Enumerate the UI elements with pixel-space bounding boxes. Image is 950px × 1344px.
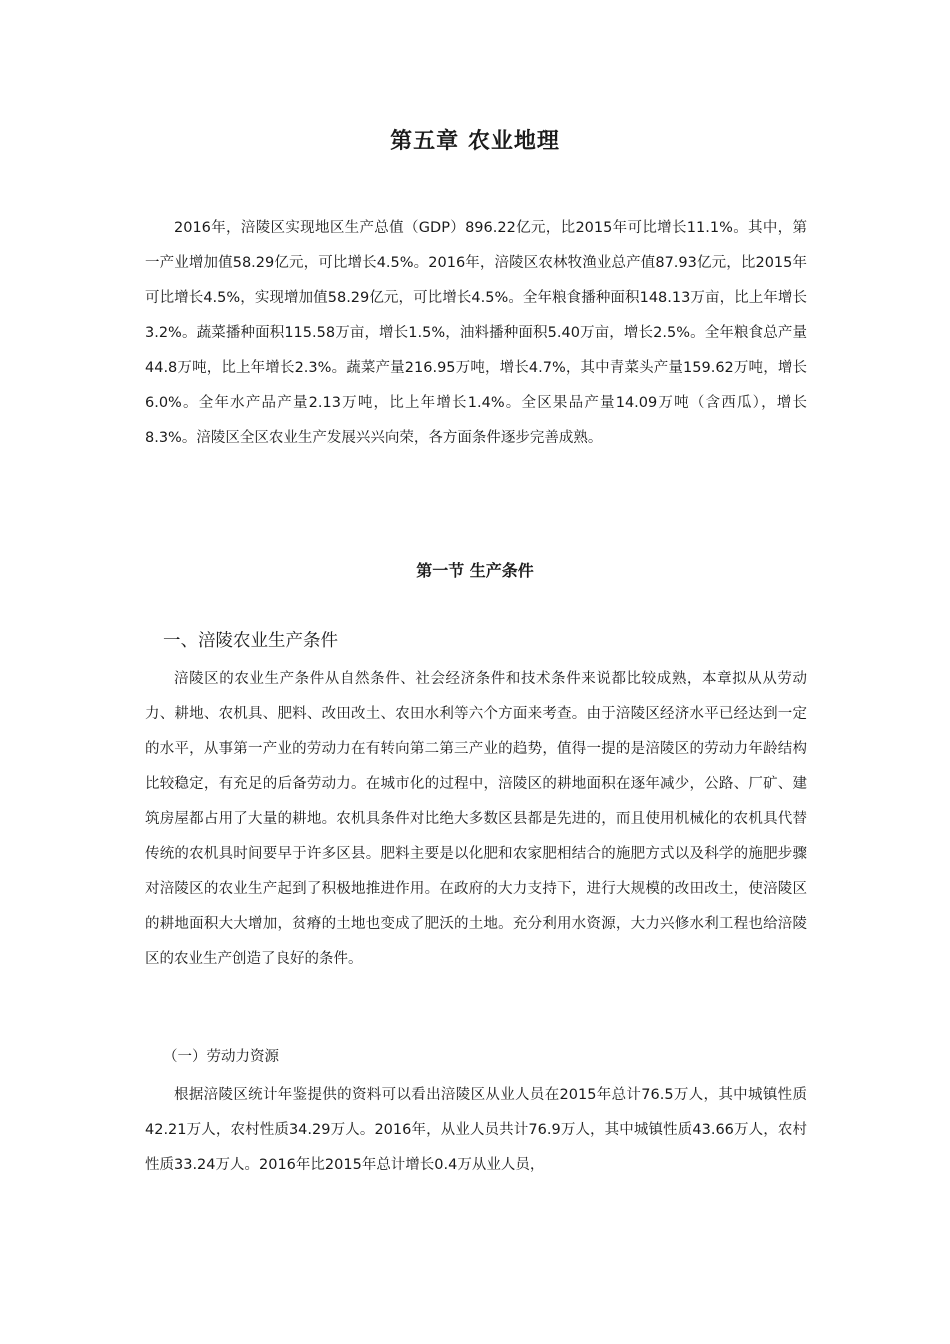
labor-heading: （一）劳动力资源 xyxy=(163,1049,279,1065)
section-title: 第一节 生产条件 xyxy=(416,561,534,580)
chapter-title: 第五章 农业地理 xyxy=(390,129,560,154)
subsection-heading: 一、涪陵农业生产条件 xyxy=(163,631,338,651)
conditions-paragraph: 涪陵区的农业生产条件从自然条件、社会经济条件和技术条件来说都比较成熟，本章拟从从劳动力、耕地、农机具、肥料、改田改土、农田水利等六个方面来考查。由于涪陵区经济水平已经达到一定的水平，从事第一产业的劳动力在有转向第二第三产业的趋势，值得一提的是涪陵区的劳动力年龄结构比较稳定，有充足的后备劳动力。在城市化的过程中，涪陵区的耕地面积在逐年减少，公路、厂矿、建筑房屋都占用了大量的耕地。农机具条件对比绝大多数区县都是先进的，而且使用机械化的农机具代替传统的农机具时间要早于许多区县。肥料主要是以化肥和农家肥相结合的施肥方式以及科学的施肥步骤对涪陵区的农业生产起到了积极地推进作用。在政府的大力支持下，进行大规模的改田改土，使涪陵区的耕地面积大大增加，贫瘠的土地也变成了肥沃的土地。充分利用水资源，大力兴修水利工程也给涪陵区的农业生产创造了良好的条件。 xyxy=(145,671,807,967)
intro-paragraph: 2016年，涪陵区实现地区生产总值（GDP）896.22亿元，比2015年可比增长11.1%。其中，第一产业增加值58.29亿元，可比增长4.5%。2016年，涪陵区农林牧渔业总产值87.93亿元，比2015年可比增长4.5%，实现增加值58.29亿元，可比增长4.5%。全年粮食播种面积148.13万亩，比上年增长3.2%。蔬菜播种面积115.58万亩，增长1.5%，油料播种面积5.40万亩，增长2.5%。全年粮食总产量44.8万吨，比上年增长2.3%。蔬菜产量216.95万吨，增长4.7%，其中青菜头产量159.62万吨，增长6.0%。全年水产品产量2.13万吨，比上年增长1.4%。全区果品产量14.09万吨（含西瓜），增长8.3%。涪陵区全区农业生产发展兴兴向荣，各方面条件逐步完善成熟。 xyxy=(145,220,807,446)
labor-paragraph: 根据涪陵区统计年鉴提供的资料可以看出涪陵区从业人员在2015年总计76.5万人，其中城镇性质42.21万人，农村性质34.29万人。2016年，从业人员共计76.9万人，其中城镇性质43.66万人，农村性质33.24万人。2016年比2015年总计增长0.4万从业人员， xyxy=(145,1087,807,1173)
